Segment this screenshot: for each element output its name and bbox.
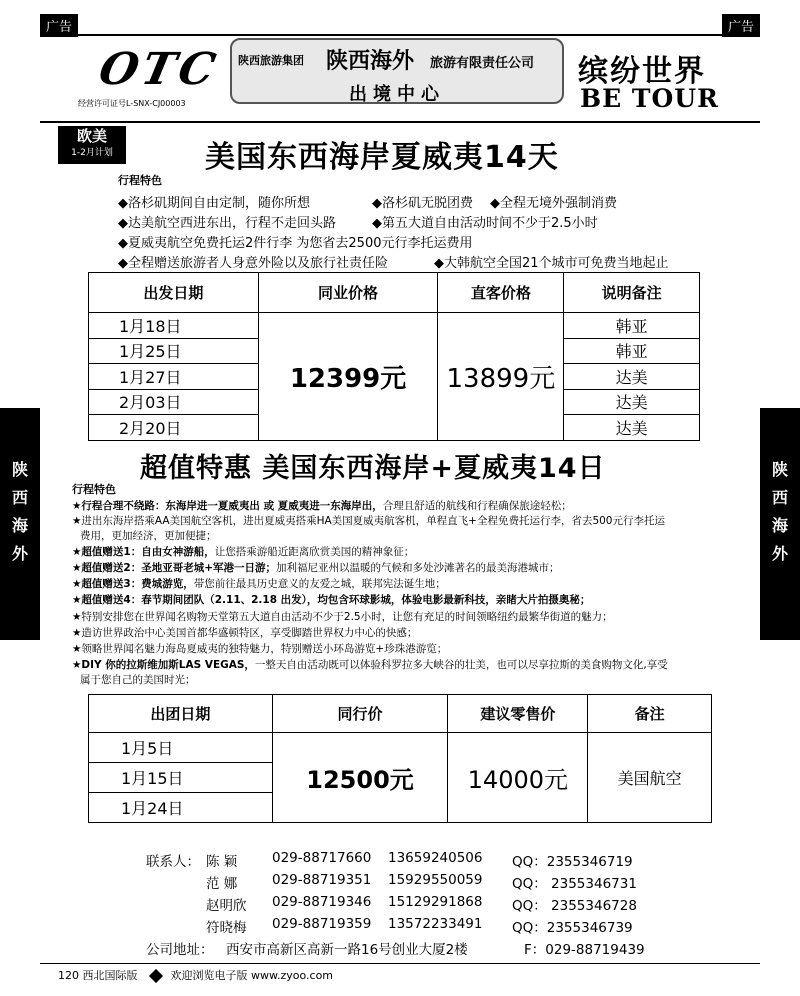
contact-qq: QQ： 2355346728 — [512, 898, 637, 914]
region-name: 欧美 — [76, 127, 107, 145]
side-char: 西 — [771, 488, 788, 507]
contact-name: 陈 颖 — [206, 854, 238, 870]
tour2-feature: 费用，更加经济，更加便捷； — [80, 530, 217, 542]
contact-mobile: 15929550059 — [388, 872, 483, 888]
top-rule — [40, 34, 760, 36]
tour2-feature: ★领略世界闻名魅力海岛夏威夷的独特魅力，特别赠送小环岛游览+珍珠港游览； — [72, 643, 448, 655]
header-divider — [40, 121, 760, 123]
contact-name: 符晓梅 — [206, 920, 247, 936]
fax-number: F：029-88719439 — [524, 942, 645, 958]
column-header: 说明备注 — [564, 273, 700, 313]
tour2-feature: ★超值赠送1：自由女神游船，让您搭乘游船近距离欣赏美国的精神象征； — [72, 546, 415, 558]
departure-date: 2月20日 — [89, 415, 259, 441]
tour2-feature: ★进出东海岸搭乘AA美国航空客机，进出夏威夷搭乘HA美国夏威夷航客机，单程直飞+全程免费托运行李，省去500元行李托运 — [72, 515, 665, 527]
tour2-features-label: 行程特色 — [72, 483, 116, 496]
contact-tel: 029-88719359 — [272, 916, 372, 932]
airline-note: 美国航空 — [588, 733, 712, 823]
tour2-feature: ★超值赠送3：费城游览，带您前往最具历史意义的友爱之城，联邦宪法诞生地； — [72, 578, 446, 590]
column-header: 同行价 — [272, 695, 448, 733]
tour1-feature: ◆全程无境外强制消费 — [490, 196, 617, 211]
side-tab-left — [0, 408, 40, 640]
contact-mobile: 15129291868 — [388, 894, 483, 910]
banner-group: 陕西旅游集团 — [238, 54, 304, 67]
column-header: 出发日期 — [89, 273, 259, 313]
tour1-features-label: 行程特色 — [118, 174, 162, 187]
tour1-feature: ◆大韩航空全国21个城市可免费当地起止 — [434, 256, 669, 271]
departure-date: 1月5日 — [89, 733, 273, 763]
departure-date: 2月03日 — [89, 389, 259, 415]
page-number: 120 西北国际版 — [58, 969, 138, 982]
column-header: 直客价格 — [438, 273, 564, 313]
tour1-price-table — [88, 272, 700, 441]
diamond-icon — [149, 969, 163, 983]
tour2-feature: ★造访世界政治中心美国首都华盛顿特区，享受脚踏世界权力中心的快感； — [72, 627, 418, 639]
contact-mobile: 13659240506 — [388, 850, 483, 866]
tour2-feature: ★超值赠送2：圣地亚哥老城+军港一日游；加利福尼亚州以温暖的气候和多处沙滩著名的最美海港城市； — [72, 562, 560, 574]
departure-date: 1月24日 — [89, 793, 273, 823]
side-char: 外 — [11, 544, 28, 563]
contact-qq: QQ： 2355346731 — [512, 876, 637, 892]
airline-note: 达美 — [564, 364, 700, 390]
footer-text: 欢迎浏览电子版 www.zyoo.com — [170, 969, 334, 982]
contact-qq: QQ：2355346719 — [512, 854, 633, 870]
agency-banner — [230, 38, 564, 104]
tour2-feature: ★DIY 你的拉斯维加斯LAS VEGAS，一整天自由活动既可以体验科罗拉多大峡谷的壮美，也可以尽享拉斯的美食购物文化,享受 — [72, 659, 668, 671]
column-header: 备注 — [588, 695, 712, 733]
tour1-feature: ◆洛杉矶无脱团费 — [372, 196, 473, 211]
contact-tel: 029-88717660 — [272, 850, 372, 866]
tour1-feature: ◆达美航空西进东出，行程不走回头路 — [118, 216, 336, 231]
airline-note: 韩亚 — [564, 338, 700, 364]
tour2-feature: ★超值赠送4：春节期间团队（2.11、2.18 出发），均包含环球影城，体验电影最新科技，亲睹大片拍摄奥秘； — [72, 594, 591, 606]
trade-price: 12500元 — [272, 733, 448, 823]
contact-qq: QQ：2355346739 — [512, 920, 633, 936]
region-plan: 1-2月计划 — [71, 148, 113, 158]
side-char: 西 — [11, 488, 28, 507]
tour1-feature: ◆第五大道自由活动时间不少于2.5小时 — [372, 216, 598, 231]
tour1-feature: ◆全程赠送旅游者人身意外险以及旅行社责任险 — [118, 256, 388, 271]
side-char: 外 — [771, 544, 788, 563]
region-tag — [58, 126, 126, 164]
airline-note: 达美 — [564, 415, 700, 441]
tour2-title: 超值特惠 美国东西海岸+夏威夷14日 — [140, 453, 606, 484]
side-char: 陕 — [11, 460, 28, 479]
ad-tag-right: 广告 — [722, 14, 760, 37]
retail-price: 13899元 — [438, 313, 564, 441]
contact-mobile: 13572233491 — [388, 916, 483, 932]
colorful-world-logo: 缤纷世界 — [578, 54, 706, 89]
tour2-feature: ★行程合理不绕路：东海岸进一夏威夷出 或 夏威夷进一东海岸出，合理且舒适的航线和行程确保旅途轻松； — [72, 500, 572, 512]
column-header: 建议零售价 — [448, 695, 588, 733]
side-char: 海 — [771, 516, 788, 535]
be-tour-logo: BE TOUR — [580, 84, 719, 113]
tour1-title: 美国东西海岸夏威夷14天 — [205, 140, 559, 175]
tour2-feature: 属于您自己的美国时光； — [80, 674, 196, 686]
contact-name: 赵明欣 — [206, 898, 247, 914]
side-char: 海 — [11, 516, 28, 535]
tour2-feature: ★特别安排您在世界闻名购物天堂第五大道自由活动不少于2.5小时，让您有充足的时间领略纽约最繁华街道的魅力； — [72, 611, 613, 623]
side-tab-right — [760, 408, 800, 640]
column-header: 同业价格 — [258, 273, 438, 313]
banner-company: 旅游有限责任公司 — [430, 56, 535, 71]
contact-tel: 029-88719346 — [272, 894, 372, 910]
footer — [58, 967, 333, 983]
tour1-feature: ◆夏威夷航空免费托运2件行李 为您省去2500元行李托运费用 — [118, 236, 473, 251]
contact-tel: 029-88719351 — [272, 872, 372, 888]
company-address: 西安市高新区高新一路16号创业大厦2楼 — [226, 942, 468, 958]
banner-center: 出境中心 — [349, 84, 445, 105]
departure-date: 1月27日 — [89, 364, 259, 390]
tour2-price-table — [88, 694, 712, 823]
contacts-label: 联系人： — [146, 854, 200, 870]
tour1-feature: ◆洛杉矶期间自由定制，随你所想 — [118, 196, 310, 211]
otc-logo: OTC — [94, 44, 224, 95]
footer-rule — [40, 963, 760, 964]
banner-brand: 陕西海外 — [326, 48, 415, 74]
address-label: 公司地址： — [146, 942, 214, 958]
contact-name: 范 娜 — [206, 876, 238, 892]
departure-date: 1月15日 — [89, 763, 273, 793]
airline-note: 韩亚 — [564, 313, 700, 339]
departure-date: 1月18日 — [89, 313, 259, 339]
ad-tag-left: 广告 — [40, 14, 78, 37]
trade-price: 12399元 — [258, 313, 438, 441]
side-char: 陕 — [771, 460, 788, 479]
airline-note: 达美 — [564, 389, 700, 415]
column-header: 出团日期 — [89, 695, 273, 733]
retail-price: 14000元 — [448, 733, 588, 823]
departure-date: 1月25日 — [89, 338, 259, 364]
license-number: 经营许可证号L-SNX-CJ00003 — [78, 99, 186, 108]
